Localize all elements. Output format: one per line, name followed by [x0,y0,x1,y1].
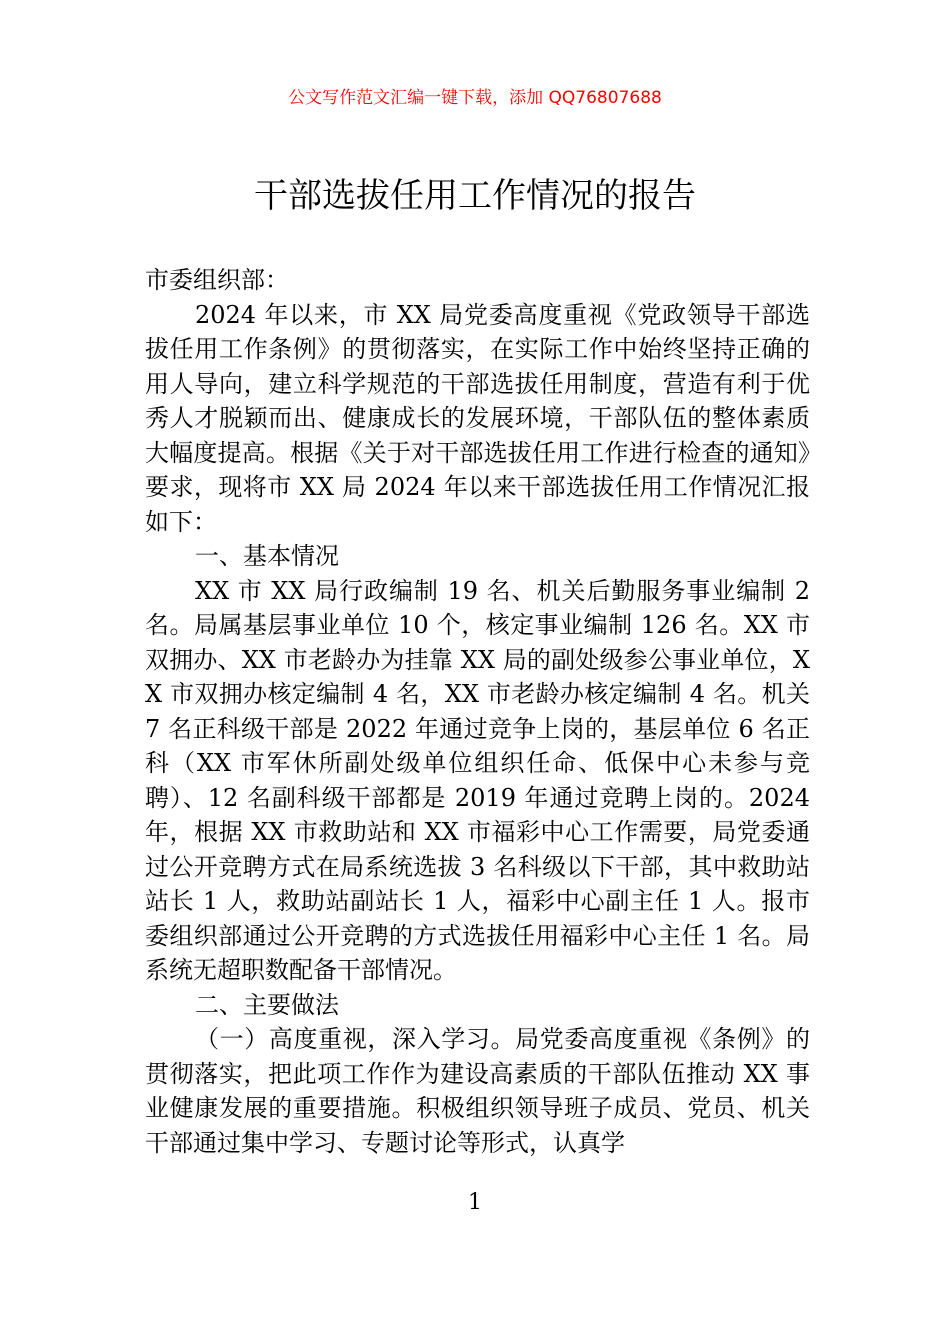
paragraph-practice-1: （一）高度重视，深入学习。局党委高度重视《条例》的贯彻落实，把此项工作作为建设高素质的干部队伍推动 XX 事业健康发展的重要措施。积极组织领导班子成员、党员、机关干部通过集中学习、专题讨论等形式，认真学 [145,1025,810,1157]
section-heading-main-practices: 二、主要做法 [195,990,339,1019]
document-body [145,263,810,1160]
section-heading-basic-situation: 一、基本情况 [195,542,339,570]
download-notice: 公文写作范文汇编一键下载，添加 QQ76807688 [288,88,662,108]
salutation: 市委组织部： [145,266,289,294]
page-number: 1 [468,1190,482,1215]
paragraph-basic-situation: XX 市 XX 局行政编制 19 名、机关后勤服务事业编制 2 名。局属基层事业单位 10 个，核定事业编制 126 名。XX 市双拥办、XX 市老龄办为挂靠 XX 局的副处级参公事业单位，XX 市双拥办核定编制 4 名，XX 市老龄办核定编制 4 名。机关 7 名正科级干部是 2022 年通过竞争上岗的，基层单位 6 名正科（XX 市军休所副处级单位组织任命、低保中心未参与竞聘）、12 名副科级干部都是 2019 年通过竞聘上岗的。2024 年，根据 XX 市救助站和 XX 市福彩中心工作需要，局党委通过公开竞聘方式在局系统选拔 3 名科级以下干部，其中救助站站长 1 人，救助站副站长 1 人，福彩中心副主任 1 人。报市委组织部通过公开竞聘的方式选拔任用福彩中心主任 1 名。局系统无超职数配备干部情况。 [145,576,810,984]
paragraph-intro: 2024 年以来，市 XX 局党委高度重视《党政领导干部选拔任用工作条例》的贯彻落实，在实际工作中始终坚持正确的用人导向，建立科学规范的干部选拔任用制度，营造有利于优秀人才脱颖而出、健康成长的发展环境，干部队伍的整体素质大幅度提高。根据《关于对干部选拔任用工作进行检查的通知》要求，现将市 XX 局 2024 年以来干部选拔任用工作情况汇报如下： [145,300,810,536]
document-title: 干部选拔任用工作情况的报告 [254,176,696,216]
